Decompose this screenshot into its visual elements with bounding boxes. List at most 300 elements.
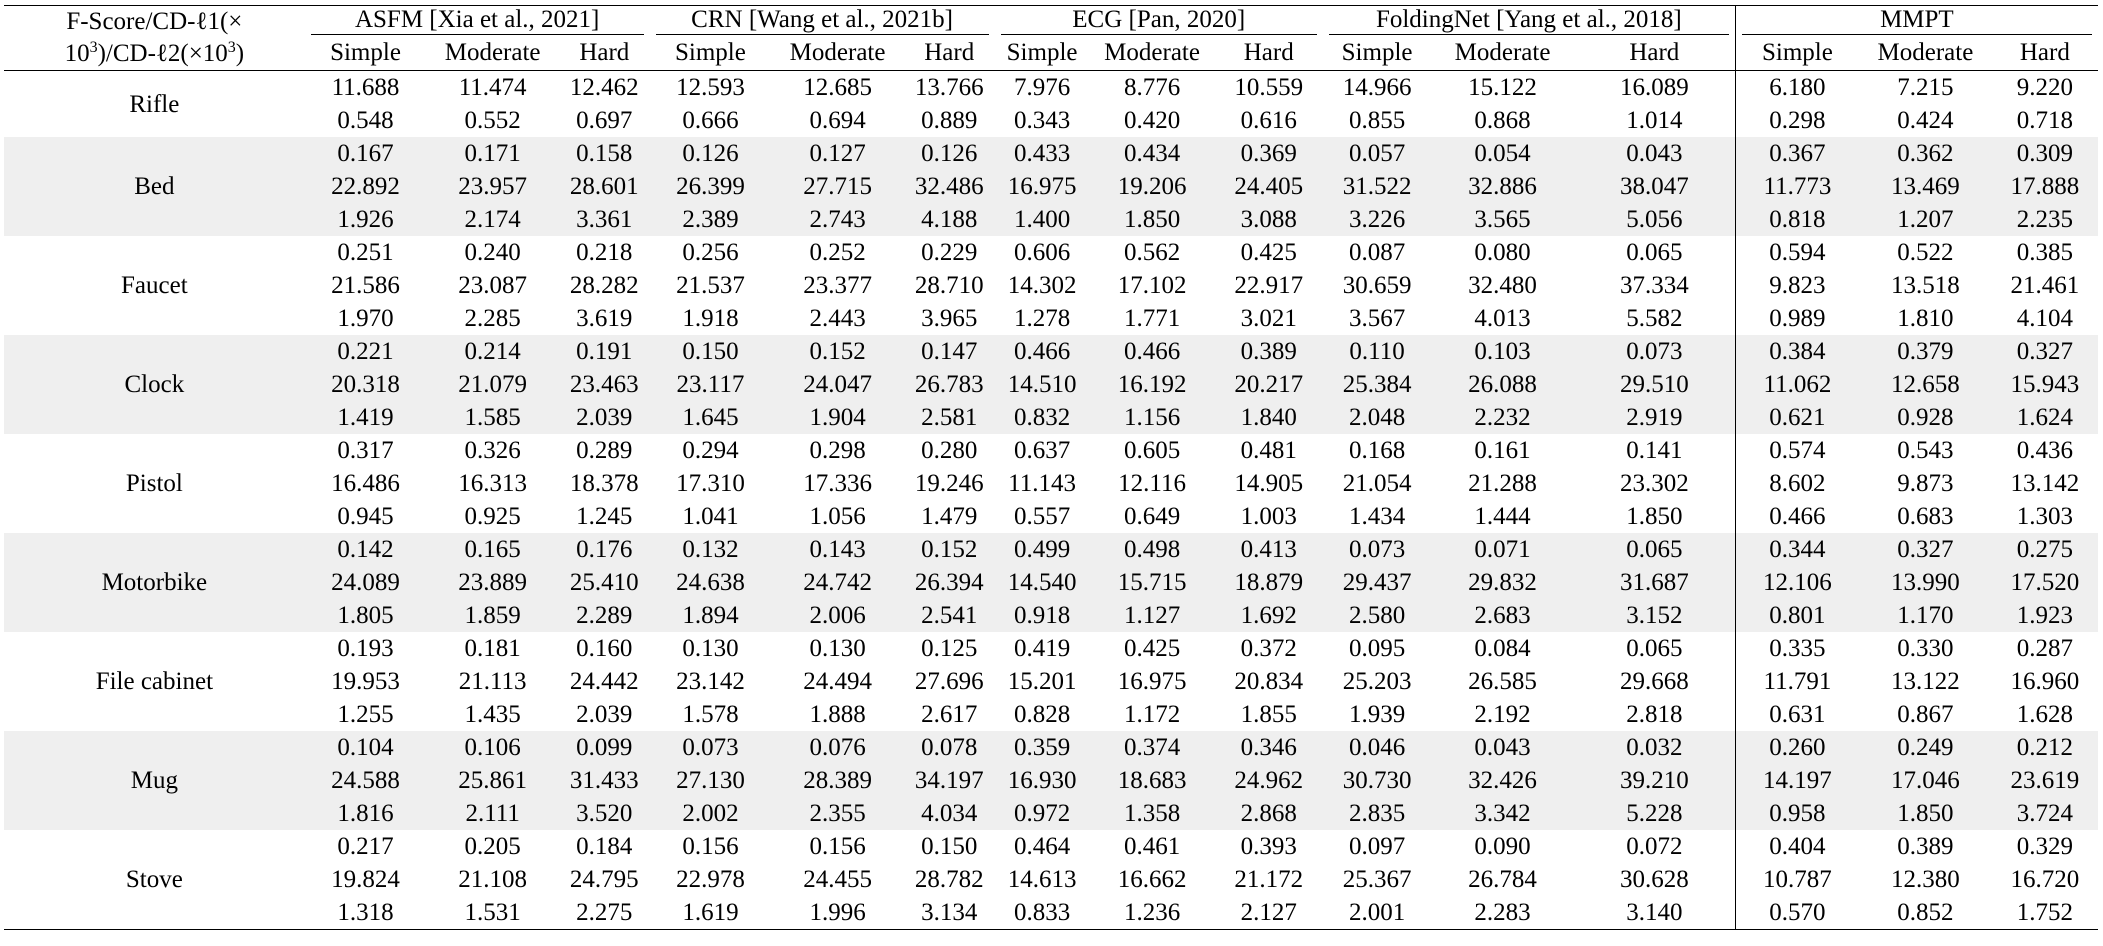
value-cell: 1.894 <box>650 599 772 632</box>
value-cell: 0.249 <box>1859 731 1992 764</box>
value-cell: 25.203 <box>1342 668 1412 695</box>
value-cell: 0.097 <box>1348 833 1406 860</box>
value-cell: 1.970 <box>337 305 394 332</box>
value-cell: 2.868 <box>1215 797 1323 830</box>
value-cell: 0.076 <box>771 731 904 764</box>
value-cell: 26.783 <box>904 368 995 401</box>
value-cell: 16.975 <box>1117 668 1187 695</box>
header-row-levels <box>4 35 2098 70</box>
table-row <box>4 302 2098 335</box>
value-cell: 19.246 <box>914 470 984 497</box>
value-cell: 0.147 <box>904 335 995 368</box>
value-cell: 2.581 <box>904 401 995 434</box>
value-cell: 17.888 <box>1992 170 2098 203</box>
value-cell: 16.975 <box>995 170 1090 203</box>
value-cell: 0.466 <box>1090 335 1215 368</box>
value-cell: 1.172 <box>1123 701 1181 728</box>
value-cell: 0.498 <box>1090 533 1215 566</box>
value-cell: 0.616 <box>1240 107 1297 134</box>
value-cell: 0.317 <box>337 437 394 464</box>
value-cell: 0.103 <box>1431 335 1574 368</box>
value-cell: 23.302 <box>1619 470 1689 497</box>
value-cell: 0.818 <box>1735 203 1859 236</box>
value-cell: 0.464 <box>1013 833 1071 860</box>
value-cell: 0.298 <box>1735 104 1859 137</box>
table-row <box>4 71 2098 105</box>
value-cell: 26.784 <box>1468 866 1537 893</box>
value-cell: 23.142 <box>676 668 745 695</box>
value-cell: 0.176 <box>559 533 650 566</box>
value-cell: 23.117 <box>650 368 772 401</box>
value-cell: 3.619 <box>576 305 633 332</box>
table-row <box>4 599 2098 632</box>
value-cell: 17.046 <box>1859 764 1992 797</box>
value-cell: 23.377 <box>803 272 872 299</box>
value-cell: 0.214 <box>426 335 559 368</box>
value-cell: 0.099 <box>559 731 650 764</box>
value-cell: 0.184 <box>576 833 633 860</box>
value-cell: 2.174 <box>426 203 559 236</box>
value-cell: 2.006 <box>771 599 904 632</box>
value-cell: 2.580 <box>1323 599 1431 632</box>
value-cell: 0.152 <box>771 335 904 368</box>
value-cell: 1.358 <box>1090 797 1215 830</box>
table-row <box>4 170 2098 203</box>
value-cell: 31.522 <box>1323 170 1431 203</box>
value-cell: 0.346 <box>1215 731 1323 764</box>
value-cell: 16.486 <box>331 470 400 497</box>
value-cell: 1.850 <box>1090 203 1215 236</box>
value-cell: 9.873 <box>1897 470 1954 497</box>
value-cell: 1.645 <box>650 401 772 434</box>
value-cell: 0.404 <box>1735 830 1859 863</box>
value-cell: 2.002 <box>650 797 772 830</box>
value-cell: 0.125 <box>921 635 978 662</box>
value-cell: 0.073 <box>1323 533 1431 566</box>
value-cell: 1.578 <box>682 701 739 728</box>
value-cell: 28.282 <box>569 272 639 299</box>
value-cell: 24.405 <box>1215 170 1323 203</box>
value-cell: 0.150 <box>921 833 978 860</box>
value-cell: 0.330 <box>1897 635 1954 662</box>
category-label: Motorbike <box>4 533 305 632</box>
value-cell: 0.367 <box>1735 137 1859 170</box>
value-cell: 25.384 <box>1323 368 1431 401</box>
value-cell: 24.962 <box>1215 764 1323 797</box>
value-cell: 13.142 <box>2010 470 2080 497</box>
value-cell: 29.510 <box>1574 368 1735 401</box>
value-cell: 0.425 <box>1240 239 1297 266</box>
category-label: Clock <box>4 335 305 434</box>
value-cell: 3.021 <box>1240 305 1297 332</box>
value-cell: 0.229 <box>921 239 978 266</box>
value-cell: 12.106 <box>1735 566 1859 599</box>
value-cell: 0.221 <box>305 335 427 368</box>
value-cell: 0.218 <box>576 239 633 266</box>
table-row <box>4 797 2098 830</box>
value-cell: 13.766 <box>914 74 984 101</box>
value-cell: 3.724 <box>1992 797 2098 830</box>
value-cell: 30.628 <box>1619 866 1689 893</box>
value-cell: 0.054 <box>1431 137 1574 170</box>
value-cell: 1.236 <box>1123 899 1181 926</box>
value-cell: 0.543 <box>1897 437 1954 464</box>
value-cell: 0.718 <box>2016 107 2073 134</box>
value-cell: 24.089 <box>305 566 427 599</box>
value-cell: 0.389 <box>1897 833 1954 860</box>
value-cell: 2.389 <box>650 203 772 236</box>
value-cell: 1.805 <box>305 599 427 632</box>
value-cell: 11.791 <box>1735 665 1859 698</box>
value-cell: 0.344 <box>1735 533 1859 566</box>
category-label: Stove <box>125 866 183 893</box>
value-cell: 0.372 <box>1240 635 1297 662</box>
value-cell: 4.104 <box>2016 305 2073 332</box>
value-cell: 2.443 <box>809 305 866 332</box>
value-cell: 12.116 <box>1118 470 1186 497</box>
value-cell: 0.436 <box>2016 437 2073 464</box>
value-cell: 1.628 <box>2016 701 2073 728</box>
value-cell: 0.158 <box>559 137 650 170</box>
value-cell: 13.122 <box>1891 668 1960 695</box>
value-cell: 22.892 <box>305 170 427 203</box>
value-cell: 0.193 <box>337 635 394 662</box>
value-cell: 0.606 <box>1013 239 1071 266</box>
value-cell: 10.559 <box>1234 74 1304 101</box>
value-cell: 1.926 <box>305 203 427 236</box>
table-row <box>4 566 2098 599</box>
value-cell: 21.054 <box>1342 470 1412 497</box>
value-cell: 0.130 <box>682 635 739 662</box>
value-cell: 14.302 <box>1007 272 1077 299</box>
value-cell: 26.394 <box>904 566 995 599</box>
value-cell: 29.437 <box>1323 566 1431 599</box>
value-cell: 1.923 <box>1992 599 2098 632</box>
value-cell: 2.683 <box>1431 599 1574 632</box>
value-cell: 19.824 <box>331 866 400 893</box>
value-cell: 17.310 <box>676 470 745 497</box>
value-cell: 14.197 <box>1735 764 1859 797</box>
value-cell: 0.683 <box>1897 503 1954 530</box>
value-cell: 1.255 <box>337 701 394 728</box>
table-row <box>4 467 2098 500</box>
level-header-simple: Simple <box>1735 35 1859 70</box>
value-cell: 21.288 <box>1468 470 1537 497</box>
table-row <box>4 269 2098 302</box>
value-cell: 17.102 <box>1117 272 1187 299</box>
value-cell: 0.156 <box>809 833 866 860</box>
value-cell: 25.861 <box>426 764 559 797</box>
value-cell: 1.303 <box>2016 503 2073 530</box>
value-cell: 21.537 <box>676 272 745 299</box>
table-row <box>4 632 2098 665</box>
value-cell: 1.444 <box>1474 503 1531 530</box>
value-cell: 13.518 <box>1891 272 1960 299</box>
value-cell: 1.245 <box>576 503 633 530</box>
value-cell: 3.226 <box>1323 203 1431 236</box>
value-cell: 1.855 <box>1240 701 1297 728</box>
value-cell: 1.318 <box>337 899 394 926</box>
value-cell: 0.326 <box>464 437 521 464</box>
value-cell: 21.172 <box>1234 866 1304 893</box>
value-cell: 32.886 <box>1431 170 1574 203</box>
value-cell: 27.130 <box>650 764 772 797</box>
value-cell: 16.089 <box>1619 74 1689 101</box>
value-cell: 0.989 <box>1735 302 1859 335</box>
value-cell: 0.359 <box>995 731 1090 764</box>
value-cell: 0.078 <box>904 731 995 764</box>
table-header <box>4 6 2098 71</box>
value-cell: 1.816 <box>305 797 427 830</box>
value-cell: 34.197 <box>904 764 995 797</box>
value-cell: 30.730 <box>1323 764 1431 797</box>
level-header-moderate: Moderate <box>1104 38 1200 66</box>
value-cell: 24.047 <box>771 368 904 401</box>
table-row <box>4 203 2098 236</box>
value-cell: 5.056 <box>1574 203 1735 236</box>
value-cell: 0.132 <box>650 533 772 566</box>
value-cell: 0.251 <box>337 239 394 266</box>
value-cell: 0.413 <box>1215 533 1323 566</box>
value-cell: 0.522 <box>1897 239 1954 266</box>
level-header-hard: Hard <box>924 38 975 66</box>
value-cell: 7.215 <box>1897 74 1954 101</box>
value-cell: 2.235 <box>1992 203 2098 236</box>
value-cell: 0.694 <box>809 107 866 134</box>
value-cell: 0.084 <box>1474 635 1531 662</box>
value-cell: 2.001 <box>1348 899 1406 926</box>
value-cell: 18.683 <box>1090 764 1215 797</box>
header-row-methods <box>4 6 2098 36</box>
value-cell: 0.466 <box>1735 500 1859 533</box>
level-header-moderate: Moderate <box>1454 38 1551 66</box>
value-cell: 0.958 <box>1735 797 1859 830</box>
value-cell: 0.801 <box>1735 599 1859 632</box>
value-cell: 28.782 <box>914 866 984 893</box>
level-header-hard: Hard <box>579 38 630 66</box>
value-cell: 9.220 <box>2016 74 2073 101</box>
value-cell: 2.039 <box>576 701 633 728</box>
value-cell: 0.240 <box>464 239 521 266</box>
value-cell: 8.776 <box>1123 74 1181 101</box>
value-cell: 0.046 <box>1323 731 1431 764</box>
value-cell: 0.309 <box>1992 137 2098 170</box>
value-cell: 21.113 <box>458 668 527 695</box>
value-cell: 0.574 <box>1735 434 1859 467</box>
table-row <box>4 104 2098 137</box>
value-cell: 0.649 <box>1123 503 1181 530</box>
value-cell: 23.087 <box>458 272 528 299</box>
value-cell: 1.859 <box>426 599 559 632</box>
value-cell: 1.003 <box>1240 503 1297 530</box>
value-cell: 0.110 <box>1323 335 1431 368</box>
value-cell: 0.335 <box>1735 632 1859 665</box>
value-cell: 1.531 <box>464 899 521 926</box>
table-row <box>4 896 2098 930</box>
value-cell: 0.126 <box>904 137 995 170</box>
value-cell: 0.461 <box>1123 833 1181 860</box>
value-cell: 2.355 <box>771 797 904 830</box>
value-cell: 0.972 <box>995 797 1090 830</box>
table-row <box>4 236 2098 269</box>
value-cell: 0.212 <box>1992 731 2098 764</box>
value-cell: 0.275 <box>1992 533 2098 566</box>
value-cell: 21.461 <box>2010 272 2080 299</box>
value-cell: 1.939 <box>1348 701 1406 728</box>
value-cell: 1.752 <box>2016 899 2073 926</box>
level-header-simple: Simple <box>330 38 401 66</box>
value-cell: 0.828 <box>1013 701 1071 728</box>
value-cell: 1.127 <box>1090 599 1215 632</box>
value-cell: 1.619 <box>682 899 739 926</box>
table-row <box>4 533 2098 566</box>
value-cell: 39.210 <box>1574 764 1735 797</box>
value-cell: 0.466 <box>995 335 1090 368</box>
value-cell: 1.400 <box>995 203 1090 236</box>
value-cell: 0.165 <box>426 533 559 566</box>
value-cell: 0.298 <box>809 437 866 464</box>
value-cell: 12.593 <box>676 74 745 101</box>
value-cell: 0.889 <box>921 107 978 134</box>
method-header-ecg: ECG [Pan, 2020] <box>995 6 1323 36</box>
value-cell: 0.424 <box>1897 107 1954 134</box>
value-cell: 0.918 <box>995 599 1090 632</box>
value-cell: 0.294 <box>682 437 739 464</box>
value-cell: 0.393 <box>1240 833 1297 860</box>
value-cell: 0.420 <box>1123 107 1181 134</box>
value-cell: 1.624 <box>1992 401 2098 434</box>
value-cell: 0.065 <box>1626 239 1683 266</box>
value-cell: 20.318 <box>305 368 427 401</box>
value-cell: 0.343 <box>1013 107 1071 134</box>
value-cell: 12.658 <box>1859 368 1992 401</box>
value-cell: 0.374 <box>1090 731 1215 764</box>
value-cell: 2.283 <box>1474 899 1531 926</box>
value-cell: 17.336 <box>803 470 872 497</box>
value-cell: 14.510 <box>995 368 1090 401</box>
value-cell: 0.852 <box>1897 899 1954 926</box>
value-cell: 11.474 <box>458 74 527 101</box>
value-cell: 0.256 <box>682 239 739 266</box>
value-cell: 0.143 <box>771 533 904 566</box>
value-cell: 1.904 <box>771 401 904 434</box>
value-cell: 3.140 <box>1626 899 1683 926</box>
value-cell: 0.073 <box>650 731 772 764</box>
table-row <box>4 335 2098 368</box>
level-header-simple: Simple <box>1341 38 1413 66</box>
value-cell: 1.014 <box>1626 107 1683 134</box>
value-cell: 9.823 <box>1735 269 1859 302</box>
value-cell: 25.367 <box>1342 866 1412 893</box>
value-cell: 0.833 <box>1013 899 1071 926</box>
value-cell: 12.380 <box>1891 866 1960 893</box>
value-cell: 21.586 <box>331 272 400 299</box>
value-cell: 0.141 <box>1626 437 1683 464</box>
value-cell: 31.687 <box>1574 566 1735 599</box>
header-corner-cell <box>4 6 305 71</box>
value-cell: 0.637 <box>1013 437 1071 464</box>
category-label: Mug <box>4 731 305 830</box>
value-cell: 16.662 <box>1117 866 1187 893</box>
value-cell: 0.327 <box>1859 533 1992 566</box>
value-cell: 2.275 <box>576 899 633 926</box>
level-header-hard: Hard <box>2019 38 2070 66</box>
value-cell: 0.557 <box>1013 503 1071 530</box>
value-cell: 3.134 <box>921 899 978 926</box>
value-cell: 0.570 <box>1735 896 1859 930</box>
value-cell: 0.087 <box>1348 239 1406 266</box>
table-row <box>4 665 2098 698</box>
value-cell: 0.043 <box>1431 731 1574 764</box>
value-cell: 1.041 <box>682 503 739 530</box>
value-cell: 11.688 <box>331 74 400 101</box>
value-cell: 30.659 <box>1342 272 1412 299</box>
value-cell: 1.419 <box>305 401 427 434</box>
value-cell: 0.181 <box>464 635 521 662</box>
value-cell: 22.917 <box>1234 272 1304 299</box>
value-cell: 38.047 <box>1574 170 1735 203</box>
value-cell: 0.142 <box>305 533 427 566</box>
value-cell: 0.384 <box>1735 335 1859 368</box>
value-cell: 24.494 <box>803 668 872 695</box>
level-header-moderate: Moderate <box>789 38 886 66</box>
value-cell: 0.945 <box>337 503 394 530</box>
value-cell: 2.111 <box>426 797 559 830</box>
value-cell: 0.425 <box>1123 635 1181 662</box>
value-cell: 3.361 <box>559 203 650 236</box>
value-cell: 20.834 <box>1234 668 1304 695</box>
value-cell: 19.953 <box>331 668 400 695</box>
value-cell: 0.252 <box>809 239 866 266</box>
value-cell: 24.588 <box>305 764 427 797</box>
value-cell: 5.228 <box>1574 797 1735 830</box>
value-cell: 28.389 <box>771 764 904 797</box>
value-cell: 4.034 <box>904 797 995 830</box>
category-label: Bed <box>4 137 305 236</box>
table-body <box>4 71 2098 930</box>
method-header-foldingnet: FoldingNet [Yang et al., 2018] <box>1323 6 1735 36</box>
value-cell: 0.562 <box>1123 239 1181 266</box>
value-cell: 0.832 <box>995 401 1090 434</box>
value-cell: 15.201 <box>1007 668 1077 695</box>
value-cell: 0.369 <box>1215 137 1323 170</box>
value-cell: 0.032 <box>1574 731 1735 764</box>
value-cell: 0.666 <box>682 107 739 134</box>
value-cell: 2.743 <box>771 203 904 236</box>
value-cell: 0.327 <box>1992 335 2098 368</box>
value-cell: 1.479 <box>921 503 978 530</box>
category-label: Pistol <box>125 470 183 497</box>
value-cell: 1.771 <box>1123 305 1181 332</box>
value-cell: 2.818 <box>1626 701 1683 728</box>
value-cell: 0.095 <box>1348 635 1406 662</box>
method-header-mmpt: MMPT <box>1735 6 2098 36</box>
method-header-asfm: ASFM [Xia et al., 2021] <box>305 6 650 36</box>
value-cell: 2.541 <box>904 599 995 632</box>
value-cell: 32.480 <box>1468 272 1537 299</box>
value-cell: 20.217 <box>1215 368 1323 401</box>
level-header-moderate: Moderate <box>1877 38 1974 66</box>
value-cell: 2.617 <box>921 701 978 728</box>
value-cell: 1.170 <box>1859 599 1992 632</box>
value-cell: 1.585 <box>426 401 559 434</box>
value-cell: 1.996 <box>809 899 866 926</box>
value-cell: 2.127 <box>1240 899 1297 926</box>
value-cell: 24.638 <box>650 566 772 599</box>
value-cell: 0.434 <box>1090 137 1215 170</box>
value-cell: 2.048 <box>1323 401 1431 434</box>
value-cell: 1.156 <box>1090 401 1215 434</box>
